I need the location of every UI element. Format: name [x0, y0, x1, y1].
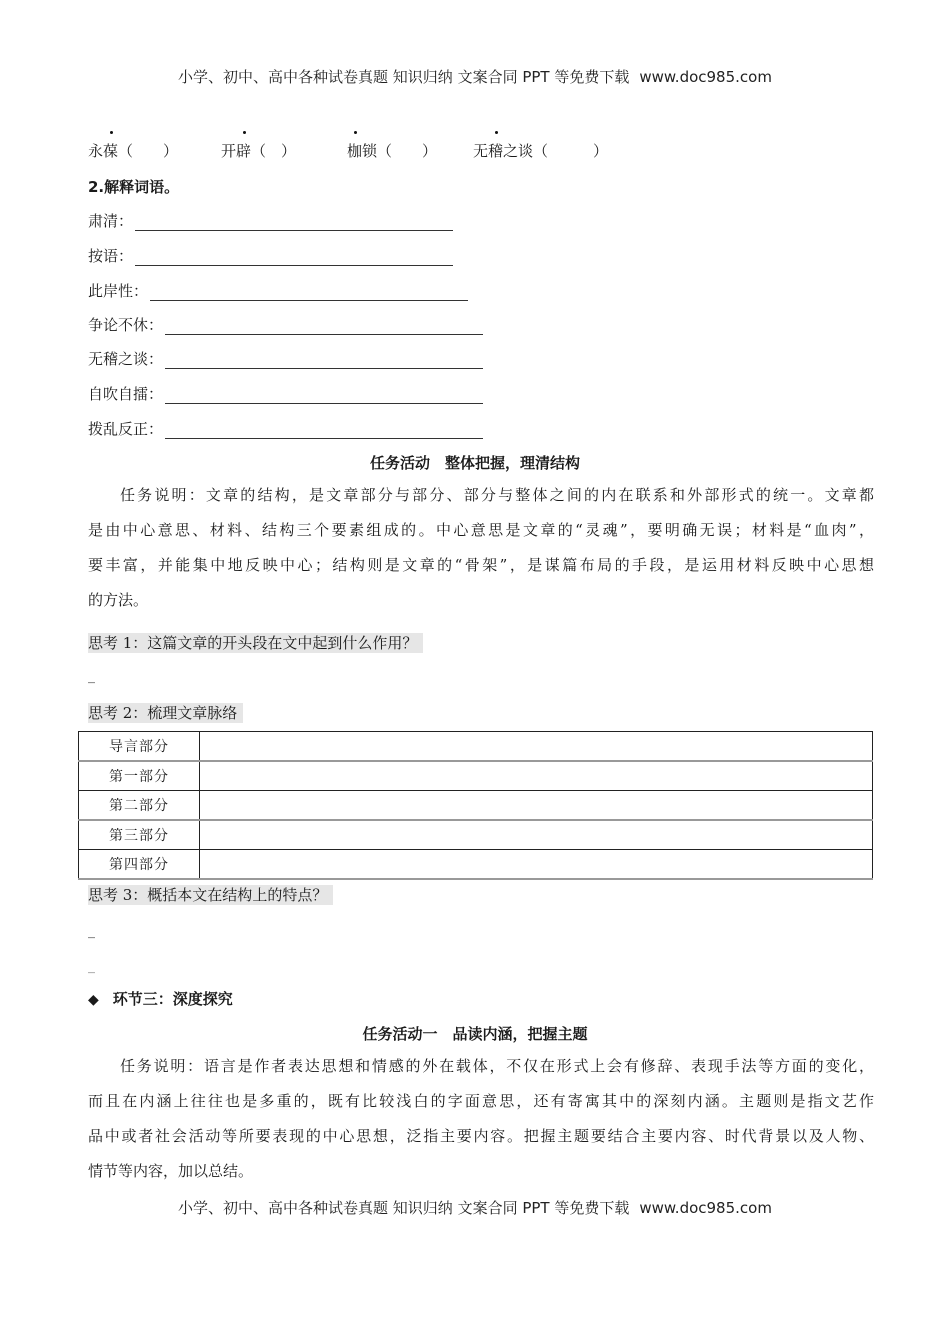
vocab-item	[88, 348, 483, 369]
word-part: 开	[221, 142, 237, 160]
question-3	[88, 884, 333, 905]
table-row	[79, 820, 873, 850]
word-part: 锁	[362, 142, 378, 160]
dotted-char: 稽	[488, 142, 504, 160]
footer-banner	[0, 1197, 950, 1218]
table-row	[79, 761, 873, 791]
dotted-char: 枷	[347, 142, 363, 160]
task-activity-1-title: 任务活动一 品读内涵，把握主题	[362, 1025, 588, 1043]
question-1-text: 思考 1：这篇文章的开头段在文中起到什么作用？	[88, 633, 423, 653]
answer-3-blank[interactable]: _	[88, 958, 95, 974]
answer-blank[interactable]: （ ）	[533, 142, 609, 160]
task-description	[88, 478, 874, 618]
row-answer-cell[interactable]	[200, 761, 873, 791]
vocab-label: 按语：	[88, 247, 134, 265]
vocab-label: 肃清：	[88, 212, 134, 230]
task-activity-title: 任务活动 整体把握，理清结构	[369, 454, 580, 472]
table-row	[79, 791, 873, 821]
description-line: 任务说明：语言是作者表达思想和情感的外在载体，不仅在形式上会有修辞、表现手法等方面的变化，	[120, 1057, 874, 1075]
word-part: 永	[88, 142, 104, 160]
row-label: 第四部分	[79, 850, 200, 880]
vocab-item	[88, 280, 468, 301]
answer-blank[interactable]: （ ）	[118, 142, 179, 160]
question-3-text: 思考 3：概括本文在结构上的特点？	[88, 885, 333, 905]
pronunciation-item	[473, 140, 608, 161]
question-2-text: 思考 2：梳理文章脉络	[88, 703, 243, 723]
vocab-label: 争论不休：	[88, 316, 164, 334]
footer-banner-text: 小学、初中、高中各种试卷真题 知识归纳 文案合同 PPT 等免费下载	[178, 1199, 630, 1217]
row-answer-cell[interactable]	[200, 791, 873, 821]
description-line: 要丰富，并能集中地反映中心；结构则是文章的“骨架”，是谋篇布局的手段，是运用材料反映中心思想	[88, 556, 874, 574]
question-1	[88, 632, 423, 653]
table-row	[79, 732, 873, 762]
question-2	[88, 702, 243, 723]
answer-blank[interactable]: （ ）	[377, 142, 438, 160]
row-answer-cell[interactable]	[200, 732, 873, 762]
row-answer-cell[interactable]	[200, 850, 873, 880]
answer-line[interactable]	[165, 320, 483, 335]
answer-line[interactable]	[135, 251, 453, 266]
vocab-label: 自吹自擂：	[88, 385, 164, 403]
vocab-item	[88, 418, 483, 439]
word-part: 之谈	[503, 142, 534, 160]
dotted-char: 辟	[236, 142, 252, 160]
answer-blank[interactable]: （ ）	[251, 142, 297, 160]
dotted-char: 葆	[103, 142, 119, 160]
description-line: 任务说明：文章的结构，是文章部分与部分、部分与整体之间的内在联系和外部形式的统一。文章都	[120, 486, 874, 504]
word-part: 无	[473, 142, 489, 160]
header-banner-text: 小学、初中、高中各种试卷真题 知识归纳 文案合同 PPT 等免费下载	[178, 68, 630, 86]
pronunciation-item	[347, 140, 437, 161]
pronunciation-item	[88, 140, 178, 161]
vocab-label: 无稽之谈：	[88, 350, 164, 368]
section-3-heading	[88, 988, 233, 1009]
answer-line[interactable]	[135, 216, 453, 231]
outline-table	[78, 731, 873, 880]
vocab-label: 拨乱反正：	[88, 420, 164, 438]
vocab-item	[88, 383, 483, 404]
row-label: 导言部分	[79, 732, 200, 762]
vocab-label: 此岸性：	[88, 282, 149, 300]
header-banner-url[interactable]: www.doc985.com	[639, 68, 772, 86]
description-line: 情节等内容，加以总结。	[88, 1162, 254, 1180]
vocab-item	[88, 245, 453, 266]
footer-banner-url[interactable]: www.doc985.com	[639, 1199, 772, 1217]
vocab-item	[88, 314, 483, 335]
answer-1-blank[interactable]: _	[88, 668, 95, 684]
description-line: 品中或者社会活动等所要表现的中心思想，泛指主要内容。把握主题要结合主要内容、时代背景以及人物、	[88, 1127, 874, 1145]
section-2-title: 2.解释词语。	[88, 178, 180, 196]
row-answer-cell[interactable]	[200, 820, 873, 850]
section-3-title: 环节三：深度探究	[112, 990, 233, 1008]
table-row	[79, 850, 873, 880]
vocab-item	[88, 210, 453, 231]
answer-line[interactable]	[150, 286, 468, 301]
task-1-description	[88, 1049, 874, 1189]
description-line: 而且在内涵上往往也是多重的，既有比较浅白的字面意思，还有寄寓其中的深刻内涵。主题则是指文艺作	[88, 1092, 874, 1110]
answer-line[interactable]	[165, 424, 483, 439]
row-label: 第三部分	[79, 820, 200, 850]
header-banner	[0, 66, 950, 87]
answer-3-blank[interactable]: _	[88, 923, 95, 939]
pronunciation-item	[221, 140, 296, 161]
row-label: 第二部分	[79, 791, 200, 821]
description-line: 是由中心意思、材料、结构三个要素组成的。中心意思是文章的“灵魂”，要明确无误；材料是“血肉”，	[88, 521, 874, 539]
diamond-bullet-icon: ◆	[88, 992, 99, 1008]
description-line: 的方法。	[88, 591, 149, 609]
answer-line[interactable]	[165, 389, 483, 404]
row-label: 第一部分	[79, 761, 200, 791]
answer-line[interactable]	[165, 354, 483, 369]
